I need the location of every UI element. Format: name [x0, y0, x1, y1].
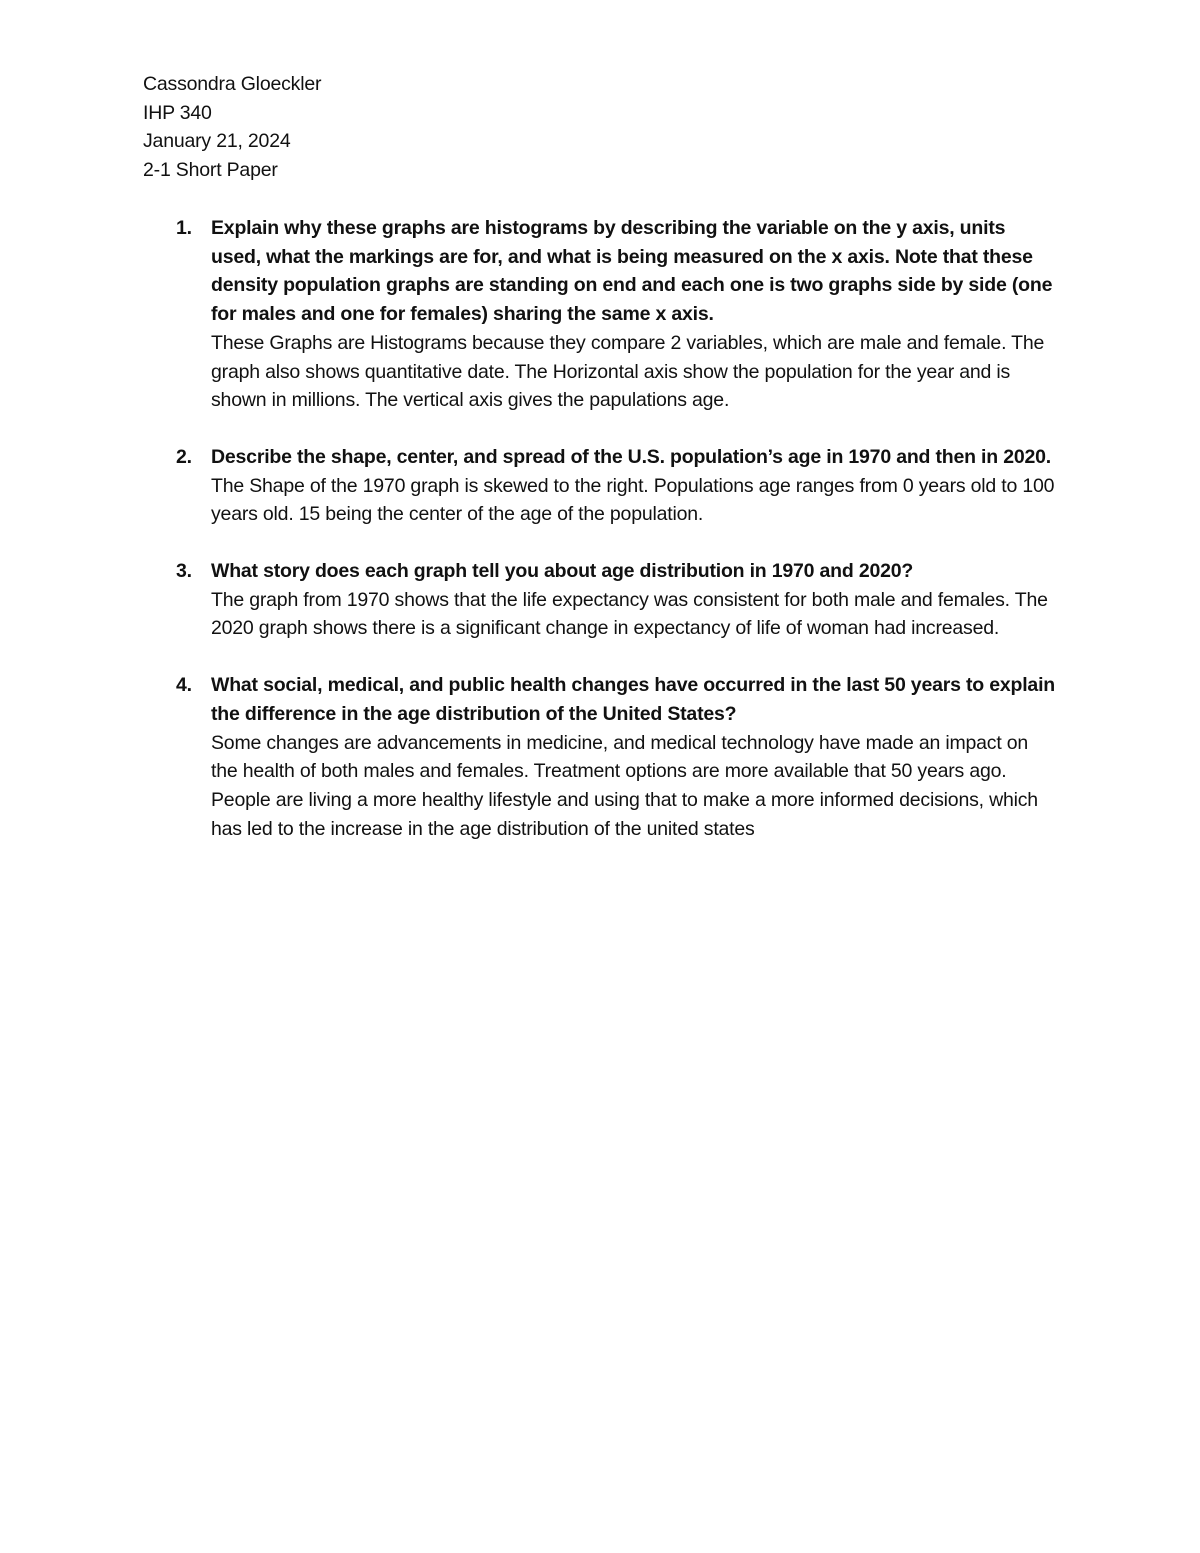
answer-text: The graph from 1970 shows that the life expectancy was consistent for both male and females. The 2020 graph shows there is a significant change in expectancy of life of woman had increased. — [211, 588, 1048, 640]
question-text: Describe the shape, center, and spread of the U.S. population’s age in 1970 and then in 2020. — [211, 445, 1052, 468]
question-text: What social, medical, and public health changes have occurred in the last 50 years to explain the difference in the age distribution of the United States? — [211, 674, 1056, 725]
question-number: 2. — [176, 445, 192, 468]
question-list — [176, 214, 1056, 843]
question-item-4 — [176, 671, 1056, 843]
question-item-1 — [176, 214, 1056, 415]
answer-text: Some changes are advancements in medicine, and medical technology have made an impact on the health of both males and females. Treatment options are more available that 50 years ago. People are living a more healthy lifestyle and using that to make a more informed decisions, which has led to the increase in the age distribution of the united states — [211, 731, 1038, 840]
assignment-title: 2-1 Short Paper — [143, 159, 278, 182]
course-code: IHP 340 — [143, 101, 212, 124]
author-name: Cassondra Gloeckler — [143, 73, 322, 95]
document-header — [143, 70, 321, 185]
question-number: 3. — [176, 560, 192, 583]
question-text: Explain why these graphs are histograms by describing the variable on the y axis, units used, what the markings are for, and what is being measured on the x axis. Note that these density population graphs are standing on end and each one is two graphs side by side (one for males and one for females) sharing the same x axis. — [211, 217, 1053, 326]
document-date: January 21, 2024 — [143, 130, 291, 153]
question-text: What story does each graph tell you about age distribution in 1970 and 2020? — [211, 560, 914, 583]
question-number: 1. — [176, 217, 192, 239]
question-item-2 — [176, 443, 1056, 529]
question-number: 4. — [176, 674, 192, 697]
question-item-3 — [176, 557, 1056, 643]
answer-text: These Graphs are Histograms because they compare 2 variables, which are male and female. The graph also shows quantitative date. The Horizontal axis show the population for the year and is shown in millions. The vertical axis gives the papulations age. — [211, 331, 1045, 412]
answer-text: The Shape of the 1970 graph is skewed to the right. Populations age ranges from 0 years old to 100 years old. 15 being the center of the age of the population. — [211, 474, 1055, 526]
